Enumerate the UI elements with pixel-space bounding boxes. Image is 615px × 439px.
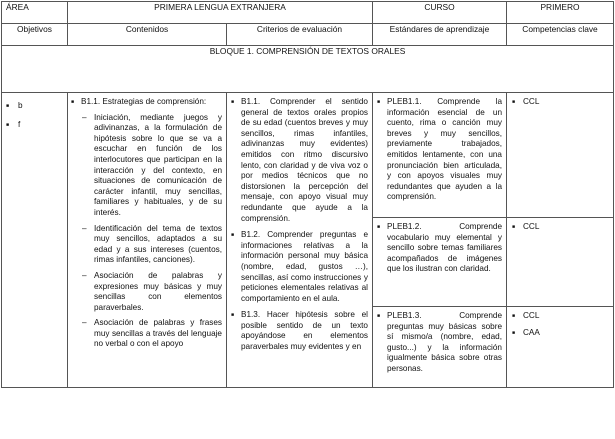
competencia-item: ■ CCL bbox=[509, 97, 611, 108]
estandares-cell bbox=[373, 93, 507, 388]
estandar-cell bbox=[373, 307, 506, 387]
criterio-item: ■ B1.3. Hacer hipótesis sobre el posible sentido de un texto apoyándose en elementos paraverbales muy evidentes y en bbox=[229, 310, 368, 352]
competencia-item: ■ CCL bbox=[509, 311, 611, 322]
col-estandares: Estándares de aprendizaje bbox=[373, 24, 507, 46]
competencia-item: ■ CCL bbox=[509, 222, 611, 233]
competencia-cell bbox=[507, 218, 613, 307]
contenido-item: – Iniciación, mediante juegos y adivinanzas, a la formulación de hipótesis sobre lo que se va a escuchar en función de los interlocutores que participan en la interacción y del contexto, en situaciones de comunicación de carácter infantil, muy sencillas, familiares y habituales, y de su interés. bbox=[70, 113, 222, 219]
criterio-item: ■ B1.1. Comprender el sentido general de textos orales propios de su edad (cuentos breves y muy sencillos, rimas infantiles, adivinanzas muy evidentes) emitidos con ritmo discursivo lento, con claridad y de viva voz o por medios técnicos que no distorsionen la percepción del mensaje, con apoyo visual muy redundante que ayude a la comprensión. bbox=[229, 97, 368, 224]
course-label: CURSO bbox=[373, 2, 507, 24]
contenido-item: – Asociación de palabras y expresiones muy básicas y muy sencillas con elementos paraverbales. bbox=[70, 271, 222, 313]
contenido-item: – Asociación de palabras y frases muy sencillas a través del lenguaje no verbal o con el apoyo bbox=[70, 318, 222, 350]
col-objetivos: Objetivos bbox=[2, 24, 68, 46]
objetivos-cell bbox=[2, 93, 68, 388]
subject-title: PRIMERA LENGUA EXTRANJERA bbox=[68, 2, 373, 24]
column-header-row bbox=[2, 24, 614, 46]
contenidos-cell bbox=[68, 93, 227, 388]
block-title: BLOQUE 1. COMPRENSIÓN DE TEXTOS ORALES bbox=[2, 46, 614, 93]
curriculum-table bbox=[1, 1, 614, 388]
block-row bbox=[2, 46, 614, 93]
col-criterios: Criterios de evaluación bbox=[227, 24, 373, 46]
contenido-item: – Identificación del tema de textos muy sencillos, adaptados a su edad y a sus intereses (cuentos, rimas infantiles, canciones). bbox=[70, 224, 222, 266]
estandar-cell bbox=[373, 218, 506, 307]
course-value: PRIMERO bbox=[507, 2, 614, 24]
estandar-item: ■ PLEB1.2. Comprende vocabulario muy elemental y sencillo sobre temas familiares acompañados de imágenes que los ilustran con claridad. bbox=[375, 222, 502, 275]
criterios-cell bbox=[227, 93, 373, 388]
col-contenidos: Contenidos bbox=[68, 24, 227, 46]
estandar-cell bbox=[373, 93, 506, 218]
competencia-cell bbox=[507, 93, 613, 218]
area-label: ÁREA bbox=[2, 2, 68, 24]
contenidos-heading: ■ B1.1. Estrategias de comprensión: bbox=[70, 97, 222, 108]
estandar-item: ■ PLEB1.1. Comprende la información esencial de un cuento, rima o canción muy breves y muy sencillos, previamente trabajados, emitidos lentamente, con una pronunciación bien articulada, y con apoyos visuales muy redundantes que ayuden a la comprensión. bbox=[375, 97, 502, 203]
col-competencias: Competencias clave bbox=[507, 24, 614, 46]
content-row bbox=[2, 93, 614, 388]
competencias-cell bbox=[507, 93, 614, 388]
header-row bbox=[2, 2, 614, 24]
competencia-item: ■ CAA bbox=[509, 328, 611, 339]
objetivo-item: ■ f bbox=[2, 120, 67, 131]
objetivo-item: ■ b bbox=[2, 101, 67, 112]
estandar-item: ■ PLEB1.3. Comprende preguntas muy básicas sobre sí mismo/a (nombre, edad, gusto...) y la información igualmente básica sobre otras personas. bbox=[375, 311, 502, 375]
criterio-item: ■ B1.2. Comprender preguntas e informaciones relativas a la información personal muy básica (nombre, edad, gustos …), sencillas, así como instrucciones y peticiones elementales relativas al comportamiento en el aula. bbox=[229, 230, 368, 304]
competencia-cell bbox=[507, 307, 613, 387]
